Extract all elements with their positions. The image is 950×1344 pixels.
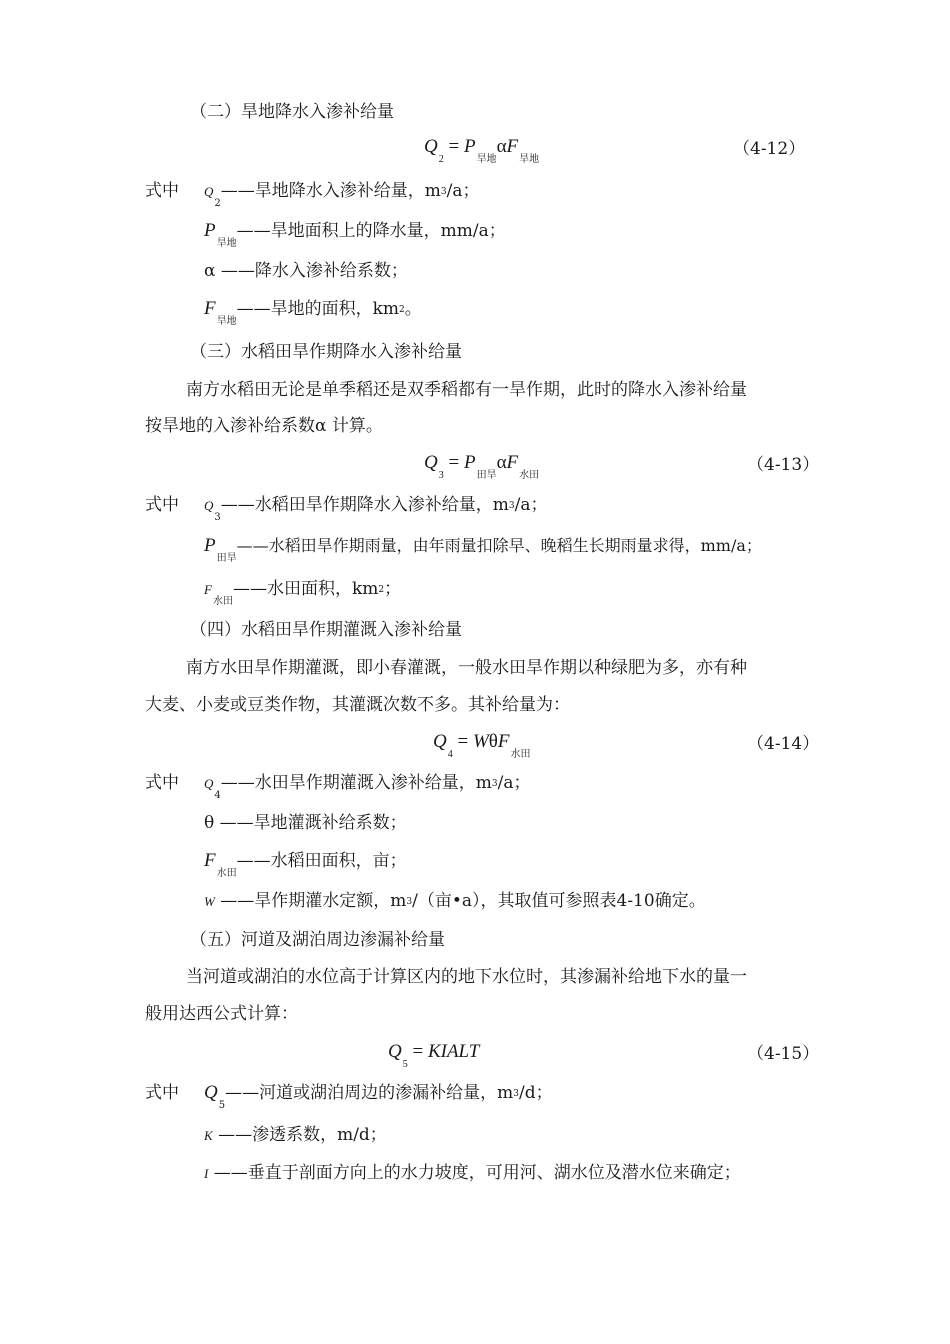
definition-w: W ——旱作期灌水定额，m3/（亩•a），其取值可参照表4-10确定。 — [204, 891, 706, 911]
section-heading-2: （二）旱地降水入渗补给量 — [190, 102, 394, 122]
equation-4-14: $Q_4 = W\theta F_{水田}$ — [433, 731, 531, 760]
paragraph-line: 南方水田旱作期灌溉，即小春灌溉，一般水田旱作期以种绿肥为多，亦有种 — [186, 658, 747, 678]
where-label: 式中 — [145, 495, 179, 515]
equation-number: （4-12） — [733, 139, 806, 159]
where-label: 式中 — [145, 1083, 179, 1103]
definition-i: I ——垂直于剖面方向上的水力坡度，可用河、湖水位及潜水位来确定； — [204, 1163, 741, 1183]
definition-f-dryland: $F_{旱地}——$旱地的面积，km2。 — [204, 298, 422, 327]
definition-f-paddy: $F_{水田}——$水田面积，km2； — [204, 579, 402, 607]
definition-k: K ——渗透系数，m/d； — [204, 1125, 387, 1145]
equation-4-13: $Q_3 = P_{田旱}\alpha F_{水田}$ — [424, 452, 540, 481]
definition-alpha: α ——降水入渗补给系数； — [204, 261, 408, 281]
definition-q5: $Q_5——$河道或湖泊周边的渗漏补给量，m3/d； — [204, 1082, 553, 1111]
definition-p-field-dry: $P_{田旱}——$水稻田旱作期雨量，由年雨量扣除早、晚稻生长期雨量求得，mm/a； — [204, 535, 762, 564]
equation-number: （4-14） — [747, 734, 820, 754]
paragraph-line: 大麦、小麦或豆类作物，其灌溉次数不多。其补给量为： — [145, 695, 570, 715]
where-label: 式中 — [145, 773, 179, 793]
where-label: 式中 — [145, 181, 179, 201]
equation-number: （4-15） — [747, 1044, 820, 1064]
section-heading-4: （四）水稻田旱作期灌溉入渗补给量 — [190, 620, 462, 640]
paragraph-line: 南方水稻田无论是单季稻还是双季稻都有一旱作期，此时的降水入渗补给量 — [186, 380, 747, 400]
section-heading-5: （五）河道及湖泊周边渗漏补给量 — [190, 930, 445, 950]
equation-4-15: $Q_5$ = KIALT — [388, 1041, 480, 1070]
definition-p-dryland: $P_{旱地}——$旱地面积上的降水量，mm/a； — [204, 220, 506, 249]
paragraph-line: 般用达西公式计算： — [145, 1004, 298, 1024]
paragraph-line: 按旱地的入渗补给系数α 计算。 — [145, 416, 383, 436]
definition-q3: $Q_3——$水稻田旱作期降水入渗补给量，m3/a； — [204, 495, 548, 523]
definition-theta: θ ——旱地灌溉补给系数； — [204, 813, 407, 833]
equation-number: （4-13） — [747, 455, 820, 475]
definition-q4: $Q_4——$水田旱作期灌溉入渗补给量，m3/a； — [204, 773, 531, 801]
definition-q2: $Q_2——$旱地降水入渗补给量，m3/a； — [204, 181, 480, 209]
section-heading-3: （三）水稻田旱作期降水入渗补给量 — [190, 342, 462, 362]
equation-4-12: $Q_2 = P_{旱地}\alpha F_{旱地}$ — [424, 136, 540, 165]
definition-f-paddy-area: $F_{水田}——$水稻田面积，亩； — [204, 850, 407, 879]
paragraph-line: 当河道或湖泊的水位高于计算区内的地下水位时，其渗漏补给地下水的量一 — [186, 967, 747, 987]
